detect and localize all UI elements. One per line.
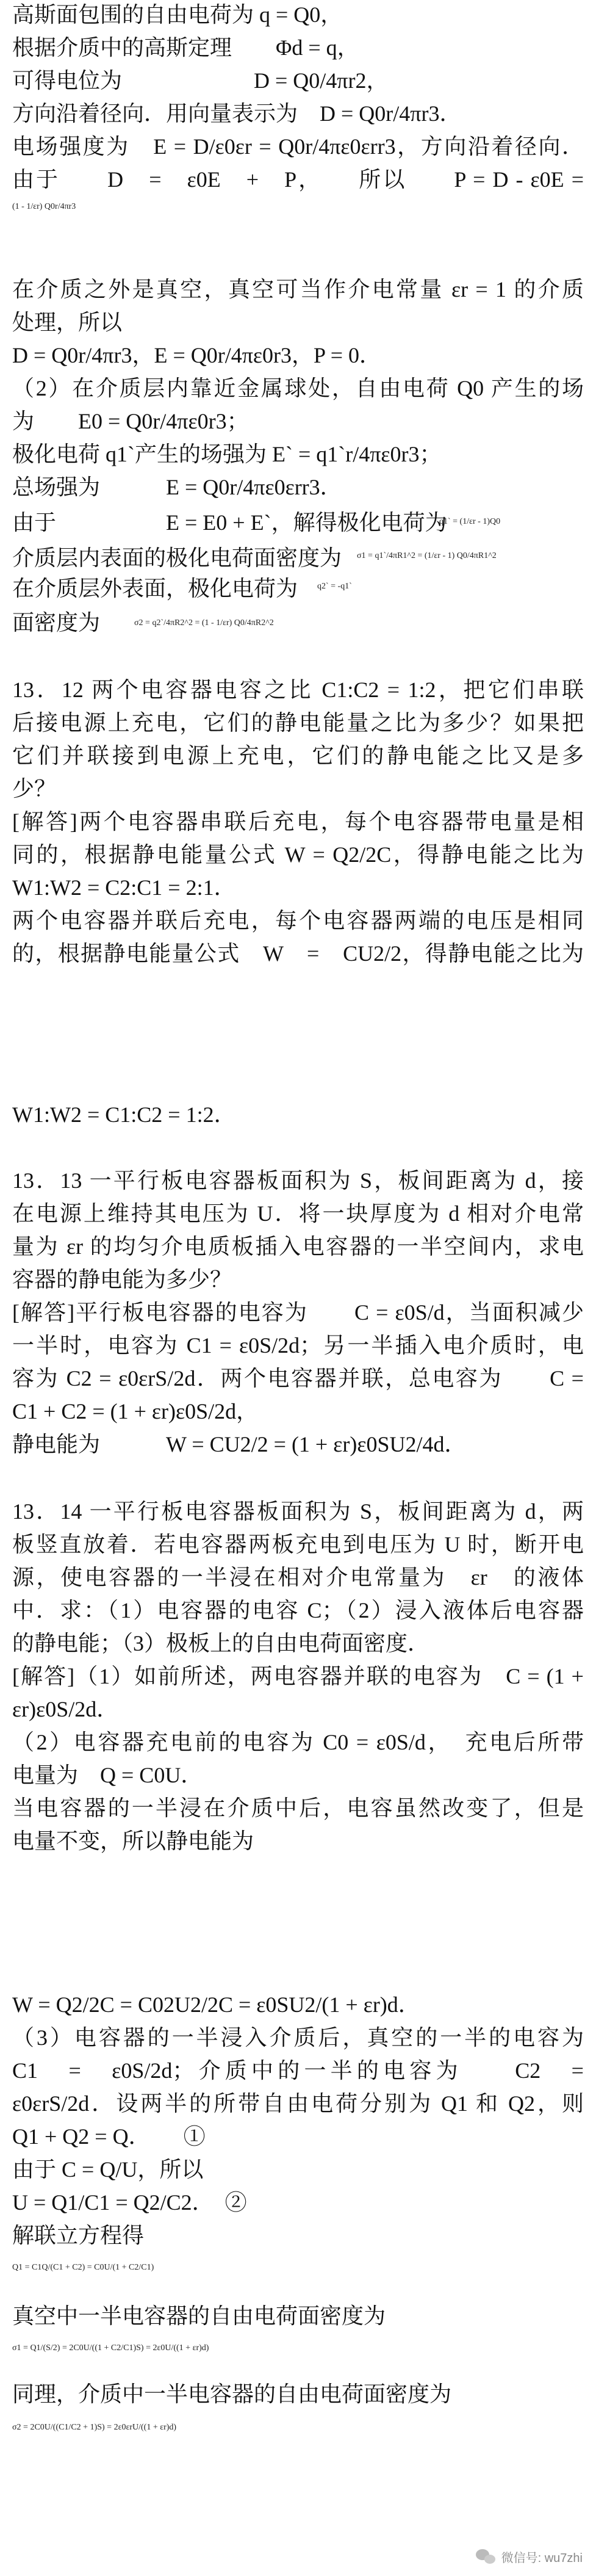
text-line: 真空中一半电容器的自由电荷面密度为 [12,2304,386,2328]
text-line: 电场强度为 E = D/ε0εr = Q0r/4πε0εrr3，方向沿着径向． [12,134,584,159]
text-line: 极化电荷 q1`产生的场强为 E` = q1`r/4πε0r3； [12,442,442,466]
text-line: 少？ [12,776,57,801]
text-line: 它们并联接到电源上充电，它们的静电能之比又是多 [12,743,584,768]
formula-image: σ2 = q2`/4πR2^2 = (1 - 1/εr) Q0/4πR2^2 [134,618,274,628]
text-line: 容为 C2 = ε0εrS/2d．两个电容器并联，总电容为 C = [12,1366,584,1391]
text-line: 静电能为 W = CU2/2 = (1 + εr)ε0SU2/4d． [12,1432,467,1456]
text-line: 由于 D = ε0E + P， 所以 P = D - ε0E = [12,167,584,192]
text-line: W1:W2 = C1:C2 = 1:2． [12,1102,236,1127]
text-line: 解联立方程得 [12,2223,145,2248]
text-line: 在介质之外是真空，真空可当作介电常量 εr = 1 的介质 [12,277,584,302]
text-line: ε0εrS/2d．设两半的所带自由电荷分别为 Q1 和 Q2，则 [12,2091,584,2116]
text-line: 由于 E = E0 + E`，解得极化电荷为 [12,510,447,535]
text-line: （2）在介质层内靠近金属球处，自由电荷 Q0 产生的场 [12,376,584,400]
text-line: 13．12 两个电容器电容之比 C1:C2 = 1:2，把它们串联 [12,678,584,702]
text-line: 在介质层外表面，极化电荷为 [12,576,298,601]
text-line: 面密度为 [12,610,101,635]
formula-image: σ1 = Q1/(S/2) = 2C0U/((1 + C2/C1)S) = 2ε0U/((1 + εr)d) [12,2343,209,2353]
watermark-text: 微信号: wu7zhi [501,2551,583,2565]
wechat-icon [476,2548,497,2565]
text-line: [解答]两个电容器串联后充电，每个电容器带电量是相 [12,809,584,834]
text-line: 总场强为 E = Q0r/4πε0εrr3． [12,475,342,499]
text-line: 介质层内表面的极化电荷面密度为 [12,546,342,570]
formula-image: σ2 = 2C0U/((C1/C2 + 1)S) = 2ε0εrU/((1 + εr)d) [12,2423,177,2432]
formula-image: q1` = (1/εr - 1)Q0 [439,517,501,526]
text-line: （2）电容器充电前的电容为 C0 = ε0S/d， 充电后所带 [12,1730,584,1754]
wechat-watermark [476,2544,583,2569]
text-line: 中．求：（1）电容器的电容 C；（2）浸入液体后电容器 [12,1598,584,1623]
text-line: 方向沿着径向．用向量表示为 D = Q0r/4πr3． [12,101,462,126]
text-line: 为 E0 = Q0r/4πε0r3； [12,409,249,433]
text-line: （3）电容器的一半浸入介质后，真空的一半的电容为 [12,2025,584,2050]
formula-image: Q1 = C1Q/(C1 + C2) = C0U/(1 + C2/C1) [12,2263,154,2272]
text-line: 一半时，电容为 C1 = ε0S/2d；另一半插入电介质时，电 [12,1333,584,1358]
text-line: 电量为 Q = C0U． [12,1763,203,1787]
text-line: 在电源上维持其电压为 U．将一块厚度为 d 相对介电常 [12,1201,584,1226]
text-line: 两个电容器并联后充电，每个电容器两端的电压是相同 [12,908,584,933]
text-line: 13．13 一平行板电容器板面积为 S，板间距离为 d，接 [12,1168,584,1193]
text-line: 13．14 一平行板电容器板面积为 S，板间距离为 d，两 [12,1499,584,1524]
text-line: [解答]平行板电容器的电容为 C = ε0S/d，当面积减少 [12,1300,584,1325]
text-line: U = Q1/C1 = Q2/C2． ② [12,2190,247,2215]
text-line: C1 = ε0S/2d；介质中的一半的电容为 C2 = [12,2058,584,2083]
text-line: W = Q2/2C = C02U2/2C = ε0SU2/(1 + εr)d． [12,1992,420,2017]
text-line: Q1 + Q2 = Q． ① [12,2124,206,2149]
text-line: 板竖直放着．若电容器两板充电到电压为 U 时，断开电 [12,1532,584,1557]
formula-image: q2` = -q1` [317,582,352,591]
text-line: 源，使电容器的一半浸在相对介电常量为 εr 的液体 [12,1565,584,1590]
formula-image: (1 - 1/εr) Q0r/4πr3 [12,202,76,211]
text-line: 由于 C = Q/U，所以 [12,2157,204,2182]
text-line: 同理，介质中一半电容器的自由电荷面密度为 [12,2382,452,2406]
text-line: 的静电能；（3）极板上的自由电荷面密度． [12,1631,430,1655]
text-line: 的，根据静电能量公式 W = CU2/2，得静电能之比为 [12,941,584,966]
text-line: C1 + C2 = (1 + εr)ε0S/2d， [12,1399,259,1424]
text-line: 高斯面包围的自由电荷为 q = Q0， [12,2,343,27]
formula-image: σ1 = q1`/4πR1^2 = (1/εr - 1) Q0/4πR1^2 [357,551,497,560]
text-line: 电量不变，所以静电能为 [12,1829,254,1853]
text-line: D = Q0r/4πr3，E = Q0r/4πε0r3，P = 0． [12,343,382,367]
text-line: [解答]（1）如前所述，两电容器并联的电容为 C = (1 + [12,1664,584,1688]
text-line: W1:W2 = C2:C1 = 2:1． [12,875,236,900]
text-line: 同的，根据静电能量公式 W = Q2/2C，得静电能之比为 [12,842,584,867]
text-line: εr)ε0S/2d． [12,1697,119,1721]
text-line: 当电容器的一半浸在介质中后，电容虽然改变了，但是 [12,1796,584,1820]
text-line: 容器的静电能为多少？ [12,1267,232,1292]
text-line: 后接电源上充电，它们的静电能量之比为多少？如果把 [12,711,584,735]
text-line: 量为 εr 的均匀介电质板插入电容器的一半空间内，求电 [12,1234,584,1259]
text-line: 可得电位为 D = Q0/4πr2， [12,68,389,93]
text-line: 根据介质中的高斯定理 Φd = q， [12,35,359,60]
text-line: 处理，所以 [12,310,123,335]
